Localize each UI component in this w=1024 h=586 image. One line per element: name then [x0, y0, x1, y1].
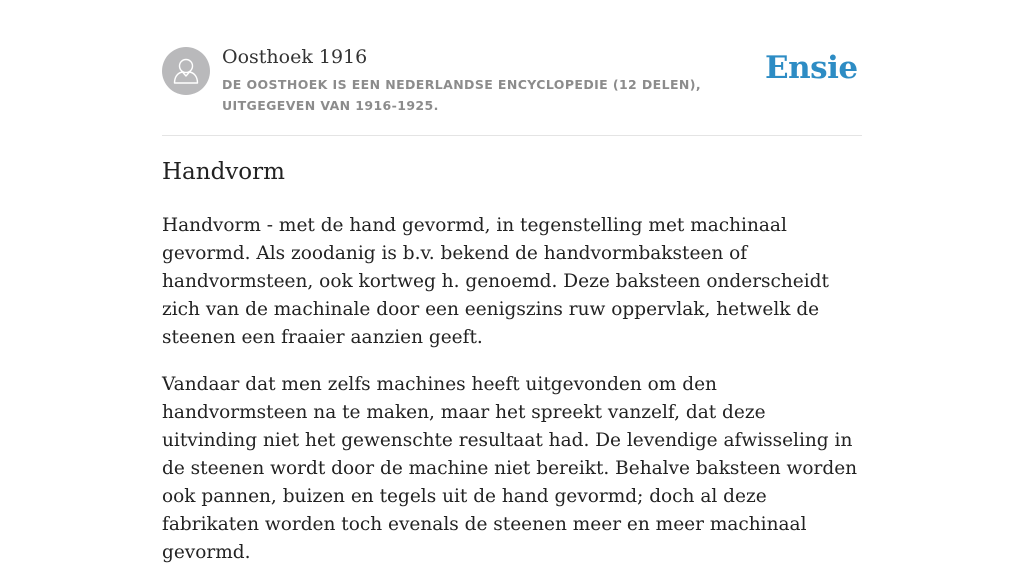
- article-paragraph: Handvorm - met de hand gevormd, in tegenstelling met machinaal gevormd. Als zoodanig is b.v. bekend de handvormbaksteen of handvormsteen, ook kortweg h. genoemd. Deze baksteen onderscheidt zich van de machinale door een eenigszins ruw oppervlak, hetwelk de steenen een fraaier aanzien geeft.: [162, 215, 829, 348]
- header-divider: [162, 135, 862, 136]
- article-paragraph: Vandaar dat men zelfs machines heeft uitgevonden om den handvormsteen na te maken, maar het spreekt vanzelf, dat deze uitvinding niet het gewenschte resultaat had. De levendige afwisseling in de steenen wordt door de machine niet bereikt. Behalve baksteen worden ook pannen, buizen en tegels uit de hand gevormd; doch al deze fabrikaten worden toch evenals de steenen meer en meer machinaal gevormd.: [162, 374, 858, 563]
- avatar[interactable]: [162, 47, 210, 95]
- user-silhouette-icon: [162, 47, 210, 95]
- article-title: Handvorm: [162, 159, 285, 185]
- source-title[interactable]: Oosthoek 1916: [222, 46, 368, 68]
- article-body: [162, 212, 864, 586]
- source-header: [162, 44, 862, 116]
- source-description: DE OOSTHOEK IS EEN NEDERLANDSE ENCYCLOPEDIE (12 DELEN), UITGEGEVEN VAN 1916-1925.: [222, 77, 702, 113]
- brand-logo[interactable]: Ensie: [765, 50, 858, 86]
